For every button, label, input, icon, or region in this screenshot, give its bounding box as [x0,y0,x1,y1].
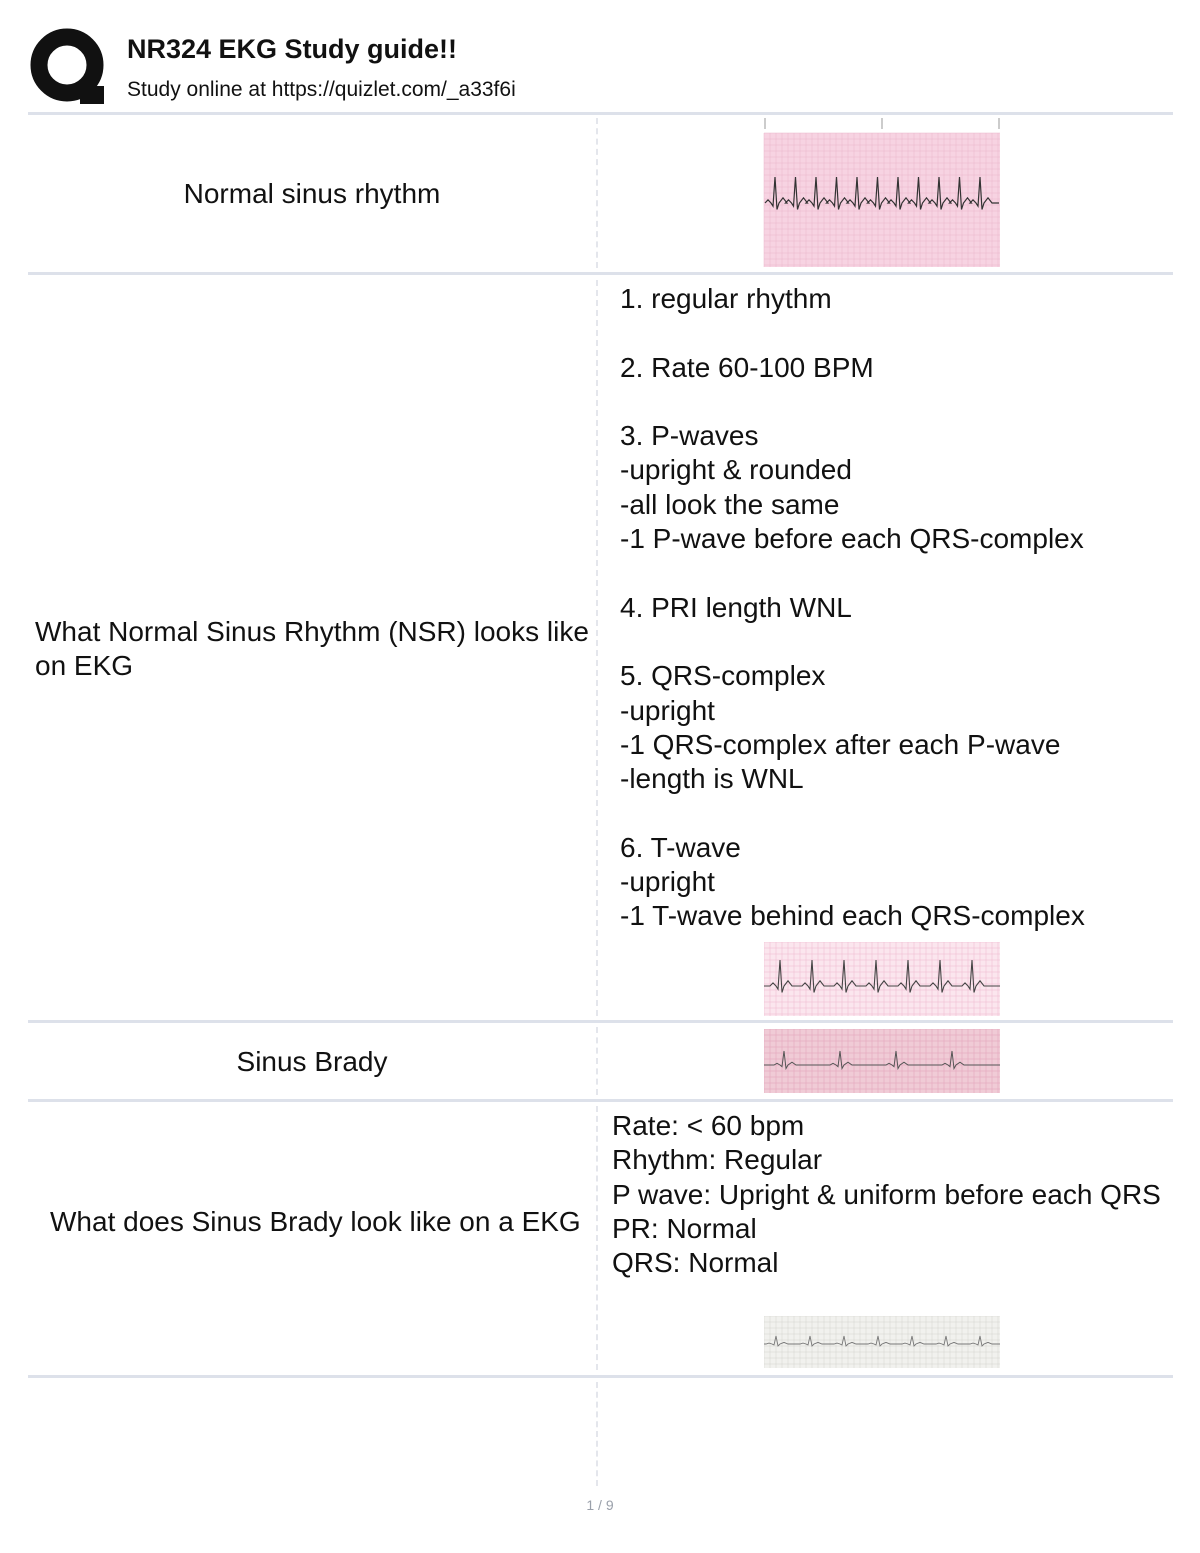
quizlet-logo-icon [30,28,106,106]
column-divider [596,1027,598,1095]
ekg-strip-sinus-brady [764,1029,1000,1093]
ekg-strip-normal-sinus [763,117,1001,269]
card-term: What does Sinus Brady look like on a EKG [50,1206,581,1237]
ekg-strip-nsr [764,942,1000,1016]
divider [28,1375,1173,1378]
column-divider [596,1382,598,1486]
document-title: NR324 EKG Study guide!! [127,34,458,64]
divider [28,1099,1173,1102]
ekg-strip-sinus-brady-gray [764,1316,1000,1368]
column-divider [596,118,598,268]
card-term: What Normal Sinus Rhythm (NSR) looks like on EKG [35,616,589,681]
study-online-link[interactable]: Study online at https://quizlet.com/_a33f6i [127,78,516,101]
divider [28,1020,1173,1023]
card-definition: 1. regular rhythm 2. Rate 60-100 BPM 3. P-waves -upright & rounded -all look the same -1 P-wave before each QRS-complex 4. PRI length WNL 5. QRS-complex -upright -1 QRS-complex after each P-wave -length is WNL 6. T-wave -upright -1 T-wave behind each QRS-complex [620,283,1085,932]
card-term: Normal sinus rhythm [183,178,441,209]
divider [28,272,1173,275]
card-term: Sinus Brady [236,1046,388,1077]
divider [28,112,1173,115]
column-divider [596,1106,598,1370]
card-definition: Rate: < 60 bpm Rhythm: Regular P wave: Upright & uniform before each QRS PR: Normal QRS: Normal [612,1110,1161,1279]
page-number: 1 / 9 [586,1497,614,1513]
column-divider [596,280,598,1016]
